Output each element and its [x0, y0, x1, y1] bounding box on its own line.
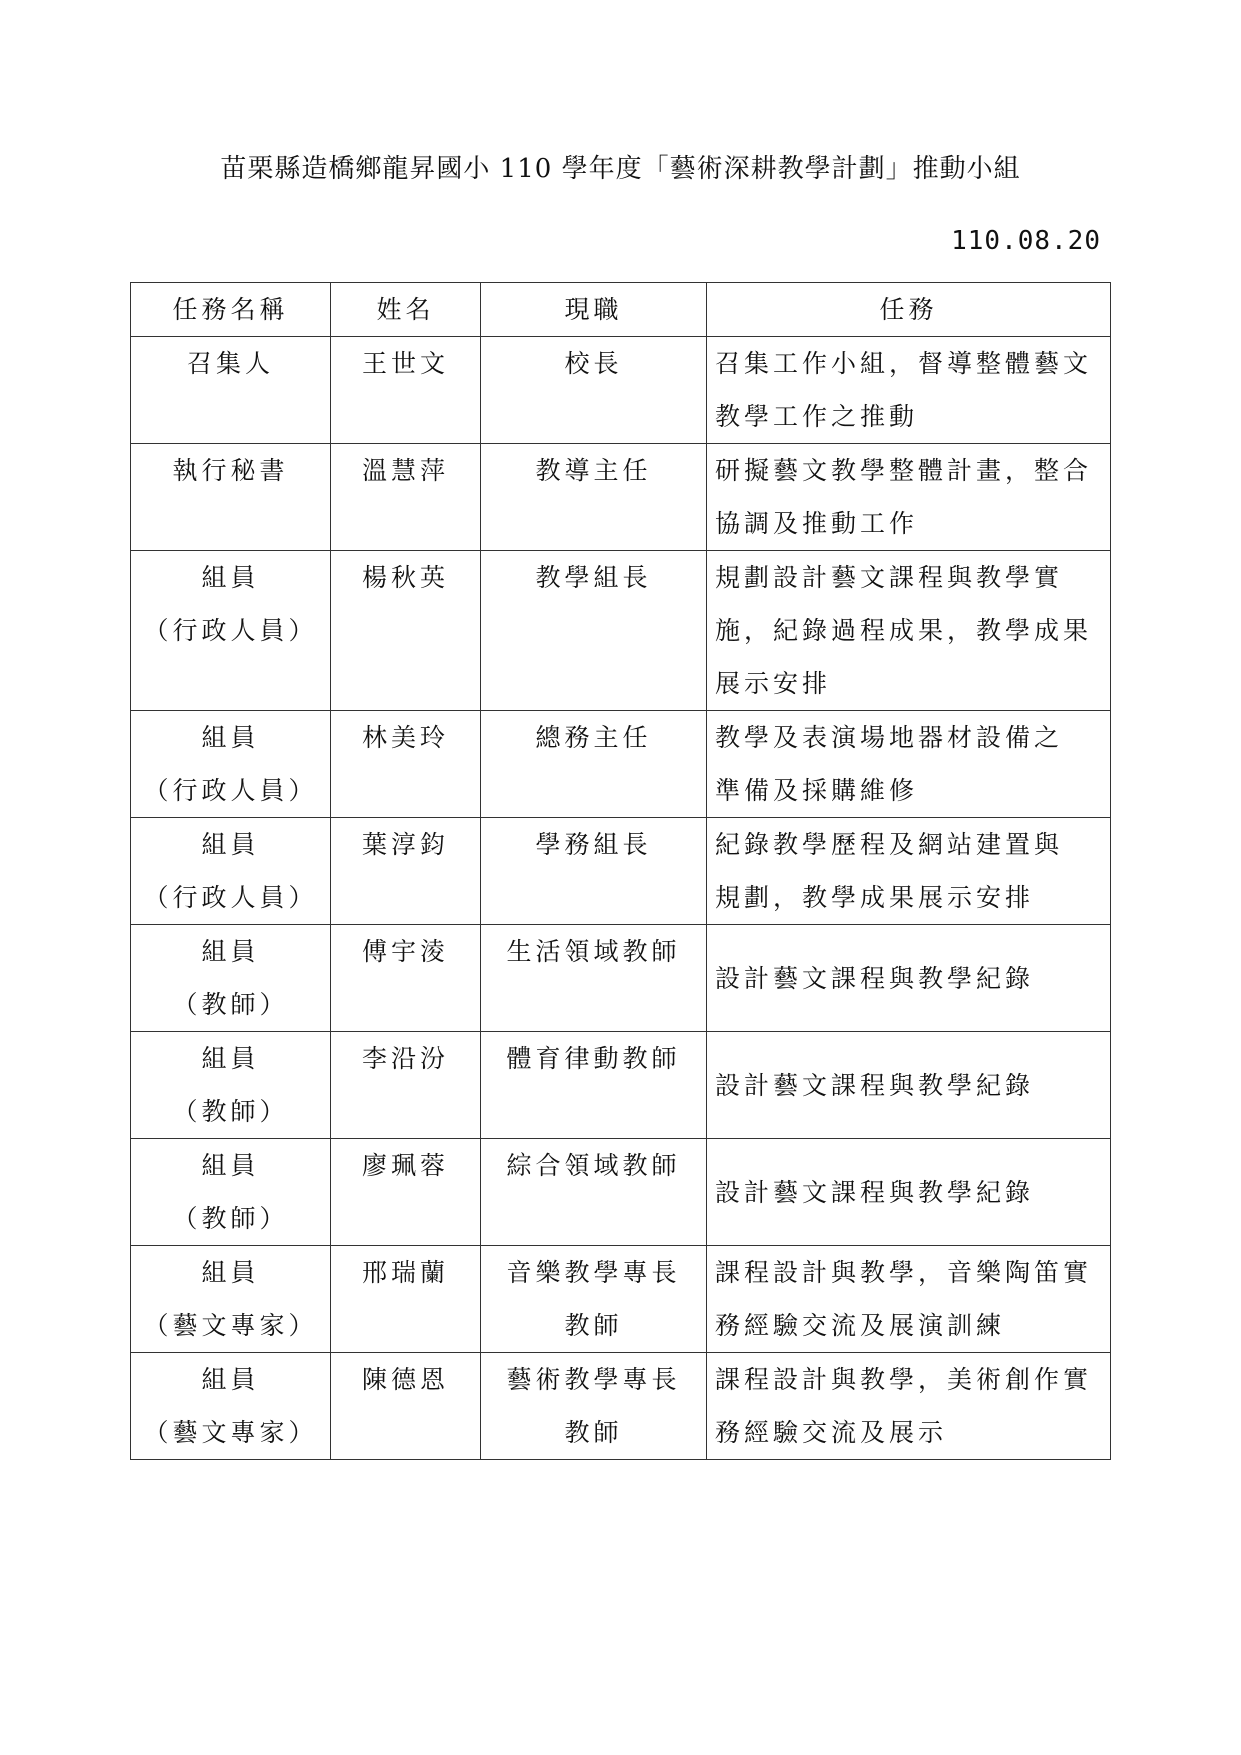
- position-cell-line: 音樂教學專長: [506, 1258, 681, 1287]
- task-cell: [707, 551, 1111, 711]
- name-cell-text: 李沿汾: [361, 1044, 449, 1073]
- role-cell-line: 組員: [201, 1365, 260, 1394]
- role-cell: [131, 818, 331, 925]
- position-cell-line: 教導主任: [535, 456, 652, 485]
- role-cell: [131, 711, 331, 818]
- task-cell-line: 召集工作小組，督導整體藝文: [715, 349, 1093, 378]
- role-cell-line: 執行秘書: [172, 456, 289, 485]
- role-cell: [131, 337, 331, 444]
- header-task: 任務: [707, 283, 1111, 337]
- role-cell: [131, 925, 331, 1032]
- task-cell-line: 研擬藝文教學整體計畫，整合: [715, 456, 1093, 485]
- name-cell-text: 陳德恩: [361, 1365, 449, 1394]
- name-cell: [331, 1139, 481, 1246]
- task-cell-line: 施，紀錄過程成果，教學成果: [715, 616, 1093, 645]
- role-cell-line: （教師）: [172, 1204, 289, 1233]
- name-cell-text: 傅宇淩: [361, 937, 449, 966]
- table-row: [131, 818, 1111, 925]
- name-cell-text: 溫慧萍: [361, 456, 449, 485]
- task-cell-line: 紀錄教學歷程及網站建置與: [715, 830, 1064, 859]
- task-cell-line: 準備及採購維修: [715, 776, 919, 805]
- name-cell: [331, 925, 481, 1032]
- roster-table: [130, 282, 1111, 1460]
- name-cell-text: 楊秋英: [361, 563, 449, 592]
- header-name: 姓名: [331, 283, 481, 337]
- position-cell-line: 教師: [564, 1418, 623, 1447]
- task-cell: [707, 1353, 1111, 1460]
- name-cell: [331, 551, 481, 711]
- role-cell: [131, 1032, 331, 1139]
- role-cell-line: 組員: [201, 1258, 260, 1287]
- table-header-row: [131, 283, 1111, 337]
- position-cell-line: 體育律動教師: [506, 1044, 681, 1073]
- task-cell: [707, 337, 1111, 444]
- task-cell-line: 教學工作之推動: [715, 402, 919, 431]
- role-cell-line: （教師）: [172, 1097, 289, 1126]
- task-cell-line: 課程設計與教學，美術創作實: [715, 1365, 1093, 1394]
- role-cell: [131, 551, 331, 711]
- position-cell: [481, 1139, 707, 1246]
- position-cell: [481, 337, 707, 444]
- position-cell: [481, 444, 707, 551]
- role-cell-line: 組員: [201, 937, 260, 966]
- name-cell-text: 葉淳鈞: [361, 830, 449, 859]
- role-cell-line: （教師）: [172, 990, 289, 1019]
- role-cell-line: 組員: [201, 723, 260, 752]
- position-cell-line: 教師: [564, 1311, 623, 1340]
- role-cell-line: 組員: [201, 830, 260, 859]
- task-cell-line: 設計藝文課程與教學紀錄: [715, 1177, 1035, 1207]
- table-row: [131, 337, 1111, 444]
- name-cell-text: 廖珮蓉: [361, 1151, 449, 1180]
- task-cell-line: 規劃，教學成果展示安排: [715, 883, 1035, 912]
- task-cell: [707, 925, 1111, 1032]
- header-position: 現職: [481, 283, 707, 337]
- table-row: [131, 444, 1111, 551]
- position-cell: [481, 818, 707, 925]
- name-cell: [331, 1032, 481, 1139]
- position-cell-line: 總務主任: [535, 723, 652, 752]
- task-cell: [707, 444, 1111, 551]
- position-cell: [481, 925, 707, 1032]
- position-cell: [481, 1246, 707, 1353]
- table-row: [131, 1353, 1111, 1460]
- name-cell-text: 王世文: [361, 349, 449, 378]
- role-cell-line: （藝文專家）: [143, 1311, 318, 1340]
- task-cell: [707, 711, 1111, 818]
- task-cell-line: 務經驗交流及展示: [715, 1418, 948, 1447]
- role-cell-line: 組員: [201, 1151, 260, 1180]
- table-row: [131, 1246, 1111, 1353]
- name-cell: [331, 444, 481, 551]
- task-cell-line: 課程設計與教學，音樂陶笛實: [715, 1258, 1093, 1287]
- task-cell-line: 設計藝文課程與教學紀錄: [715, 1070, 1035, 1100]
- role-cell: [131, 1246, 331, 1353]
- task-cell-line: 務經驗交流及展演訓練: [715, 1311, 1006, 1340]
- task-cell-line: 設計藝文課程與教學紀錄: [715, 963, 1035, 993]
- role-cell: [131, 1353, 331, 1460]
- role-cell-line: （藝文專家）: [143, 1418, 318, 1447]
- position-cell-line: 生活領域教師: [506, 937, 681, 966]
- role-cell-line: 組員: [201, 1044, 260, 1073]
- table-row: [131, 1032, 1111, 1139]
- position-cell-line: 學務組長: [535, 830, 652, 859]
- task-cell-line: 協調及推動工作: [715, 509, 919, 538]
- position-cell-line: 校長: [564, 349, 623, 378]
- name-cell: [331, 1353, 481, 1460]
- table-row: [131, 925, 1111, 1032]
- document-date: 110.08.20: [951, 226, 1101, 256]
- name-cell-text: 邢瑞蘭: [361, 1258, 449, 1287]
- task-cell: [707, 1246, 1111, 1353]
- table-row: [131, 1139, 1111, 1246]
- header-role: 任務名稱: [131, 283, 331, 337]
- table-row: [131, 711, 1111, 818]
- name-cell-text: 林美玲: [361, 723, 449, 752]
- task-cell-line: 規劃設計藝文課程與教學實: [715, 563, 1064, 592]
- task-cell-line: 展示安排: [715, 669, 832, 698]
- task-cell: [707, 1032, 1111, 1139]
- name-cell: [331, 1246, 481, 1353]
- task-cell: [707, 818, 1111, 925]
- role-cell-line: （行政人員）: [143, 776, 318, 805]
- document-title: 苗栗縣造橋鄉龍昇國小 110 學年度「藝術深耕教學計劃」推動小組: [220, 154, 1021, 184]
- role-cell-line: （行政人員）: [143, 616, 318, 645]
- role-cell: [131, 444, 331, 551]
- position-cell: [481, 551, 707, 711]
- position-cell-line: 教學組長: [535, 563, 652, 592]
- table-row: [131, 551, 1111, 711]
- role-cell-line: （行政人員）: [143, 883, 318, 912]
- position-cell: [481, 1032, 707, 1139]
- position-cell-line: 綜合領域教師: [506, 1151, 681, 1180]
- name-cell: [331, 337, 481, 444]
- position-cell: [481, 1353, 707, 1460]
- role-cell-line: 組員: [201, 563, 260, 592]
- role-cell: [131, 1139, 331, 1246]
- position-cell-line: 藝術教學專長: [506, 1365, 681, 1394]
- role-cell-line: 召集人: [186, 349, 274, 378]
- task-cell-line: 教學及表演場地器材設備之: [715, 723, 1064, 752]
- task-cell: [707, 1139, 1111, 1246]
- name-cell: [331, 818, 481, 925]
- position-cell: [481, 711, 707, 818]
- name-cell: [331, 711, 481, 818]
- roster-table-body: [131, 337, 1111, 1460]
